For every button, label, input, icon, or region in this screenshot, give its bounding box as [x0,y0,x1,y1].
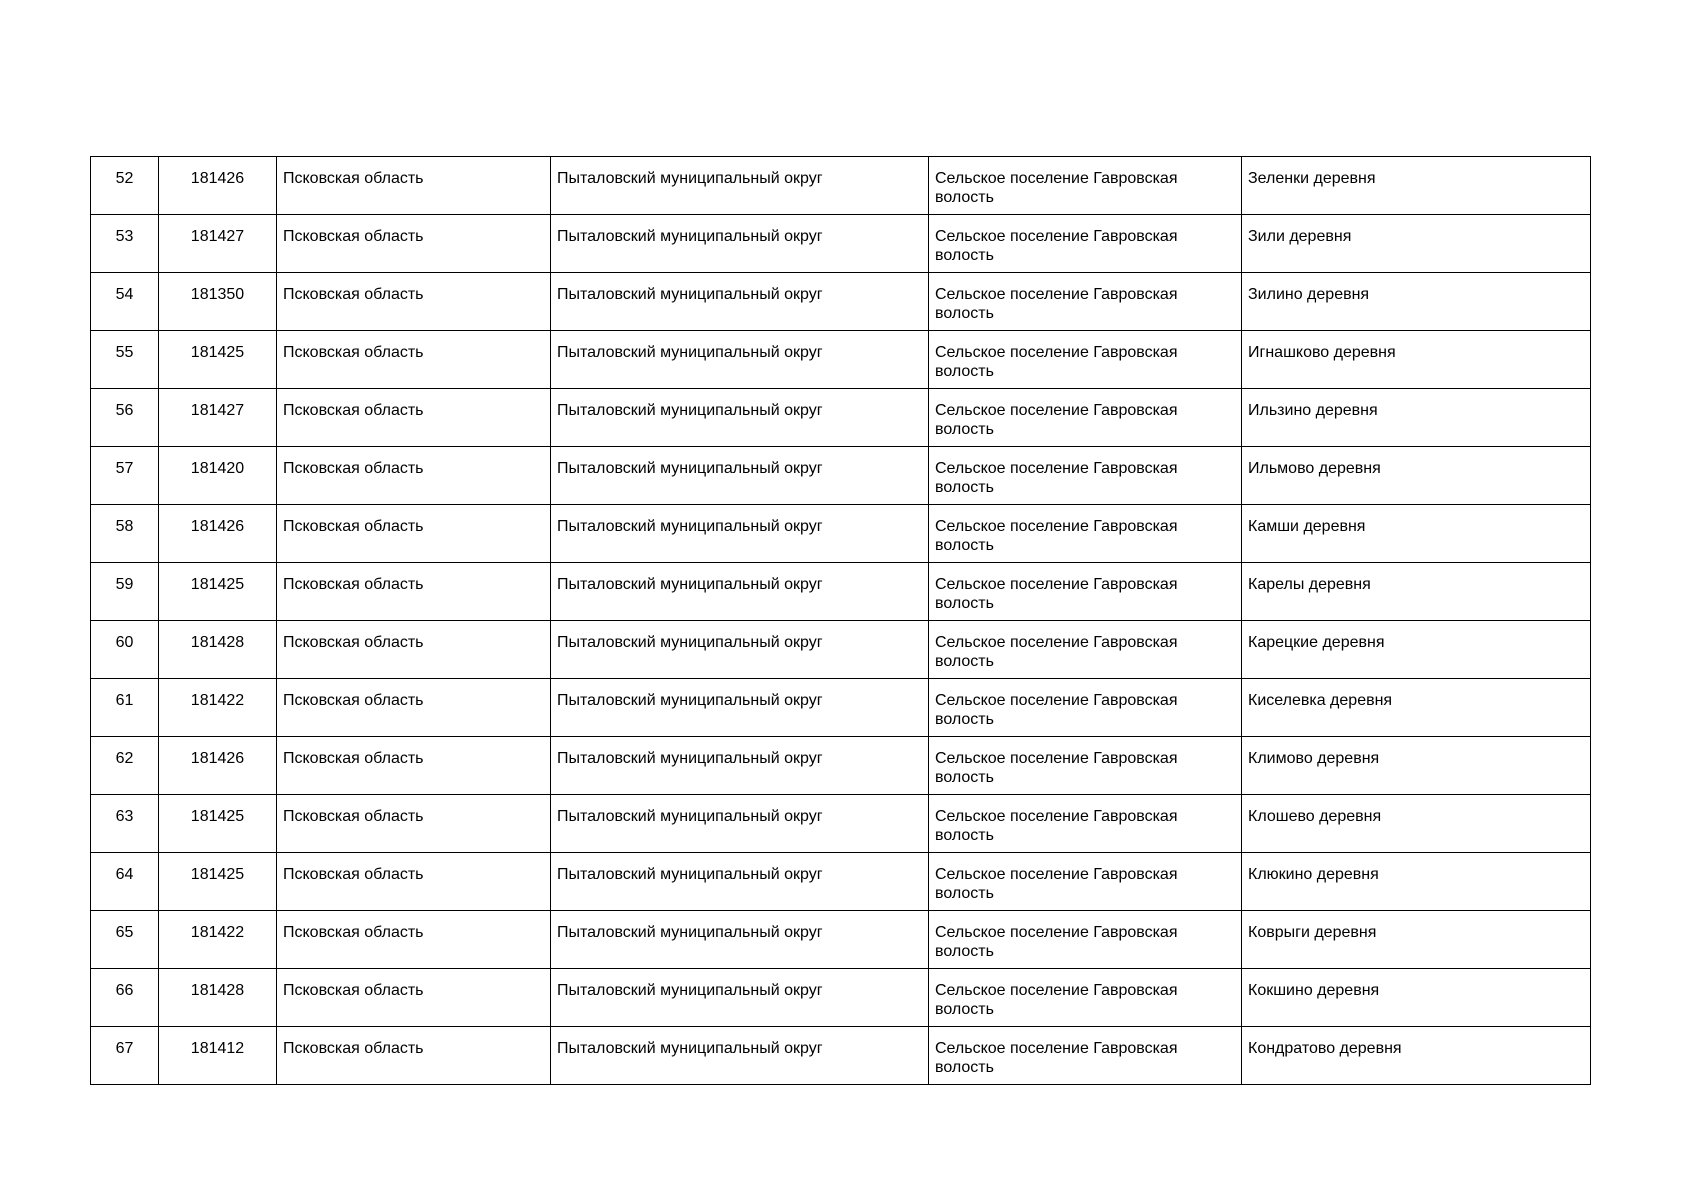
locality-cell: Карелы деревня [1242,563,1591,621]
region-cell: Псковская область [277,273,551,331]
row-number-cell: 57 [91,447,159,505]
row-number-cell: 61 [91,679,159,737]
settlement-cell: Сельское поселение Гавровская волость [929,911,1242,969]
district-cell: Пыталовский муниципальный округ [551,679,929,737]
table-row [91,215,1591,273]
locality-cell: Клюкино деревня [1242,853,1591,911]
postal-code-cell: 181428 [159,621,277,679]
row-number-cell: 59 [91,563,159,621]
postal-code-cell: 181422 [159,911,277,969]
row-number-cell: 65 [91,911,159,969]
locality-cell: Зили деревня [1242,215,1591,273]
row-number-cell: 67 [91,1027,159,1085]
settlement-cell: Сельское поселение Гавровская волость [929,157,1242,215]
locality-cell: Кондратово деревня [1242,1027,1591,1085]
region-cell: Псковская область [277,505,551,563]
postal-code-cell: 181425 [159,331,277,389]
table-row [91,157,1591,215]
row-number-cell: 53 [91,215,159,273]
locality-cell: Ильзино деревня [1242,389,1591,447]
district-cell: Пыталовский муниципальный округ [551,331,929,389]
district-cell: Пыталовский муниципальный округ [551,737,929,795]
row-number-cell: 60 [91,621,159,679]
row-number-cell: 66 [91,969,159,1027]
settlement-cell: Сельское поселение Гавровская волость [929,969,1242,1027]
postal-code-cell: 181425 [159,853,277,911]
settlement-cell: Сельское поселение Гавровская волость [929,505,1242,563]
table-row [91,969,1591,1027]
table-row [91,1027,1591,1085]
region-cell: Псковская область [277,389,551,447]
region-cell: Псковская область [277,157,551,215]
settlement-cell: Сельское поселение Гавровская волость [929,1027,1242,1085]
postal-code-cell: 181425 [159,563,277,621]
row-number-cell: 54 [91,273,159,331]
district-cell: Пыталовский муниципальный округ [551,969,929,1027]
settlement-cell: Сельское поселение Гавровская волость [929,795,1242,853]
district-cell: Пыталовский муниципальный округ [551,505,929,563]
locality-cell: Клошево деревня [1242,795,1591,853]
postal-code-cell: 181427 [159,215,277,273]
region-cell: Псковская область [277,737,551,795]
settlements-table [90,156,1591,1085]
district-cell: Пыталовский муниципальный округ [551,563,929,621]
locality-cell: Климово деревня [1242,737,1591,795]
region-cell: Псковская область [277,853,551,911]
settlement-cell: Сельское поселение Гавровская волость [929,563,1242,621]
postal-code-cell: 181420 [159,447,277,505]
district-cell: Пыталовский муниципальный округ [551,621,929,679]
locality-cell: Игнашково деревня [1242,331,1591,389]
row-number-cell: 52 [91,157,159,215]
postal-code-cell: 181427 [159,389,277,447]
locality-cell: Коврыги деревня [1242,911,1591,969]
district-cell: Пыталовский муниципальный округ [551,795,929,853]
table-row [91,331,1591,389]
region-cell: Псковская область [277,1027,551,1085]
postal-code-cell: 181412 [159,1027,277,1085]
postal-code-cell: 181428 [159,969,277,1027]
settlement-cell: Сельское поселение Гавровская волость [929,447,1242,505]
settlement-cell: Сельское поселение Гавровская волость [929,737,1242,795]
row-number-cell: 58 [91,505,159,563]
settlement-cell: Сельское поселение Гавровская волость [929,273,1242,331]
settlement-cell: Сельское поселение Гавровская волость [929,621,1242,679]
settlement-cell: Сельское поселение Гавровская волость [929,853,1242,911]
settlement-cell: Сельское поселение Гавровская волость [929,389,1242,447]
region-cell: Псковская область [277,621,551,679]
table-row [91,563,1591,621]
locality-cell: Камши деревня [1242,505,1591,563]
locality-cell: Кокшино деревня [1242,969,1591,1027]
region-cell: Псковская область [277,911,551,969]
settlement-cell: Сельское поселение Гавровская волость [929,679,1242,737]
region-cell: Псковская область [277,447,551,505]
table-row [91,853,1591,911]
region-cell: Псковская область [277,795,551,853]
table-row [91,911,1591,969]
district-cell: Пыталовский муниципальный округ [551,215,929,273]
table-row [91,389,1591,447]
row-number-cell: 56 [91,389,159,447]
table-row [91,679,1591,737]
table-body [91,157,1591,1085]
settlement-cell: Сельское поселение Гавровская волость [929,215,1242,273]
postal-code-cell: 181426 [159,737,277,795]
district-cell: Пыталовский муниципальный округ [551,447,929,505]
locality-cell: Ильмово деревня [1242,447,1591,505]
region-cell: Псковская область [277,563,551,621]
postal-code-cell: 181426 [159,505,277,563]
table-row [91,737,1591,795]
district-cell: Пыталовский муниципальный округ [551,389,929,447]
district-cell: Пыталовский муниципальный округ [551,1027,929,1085]
locality-cell: Зилино деревня [1242,273,1591,331]
row-number-cell: 62 [91,737,159,795]
table-row [91,505,1591,563]
region-cell: Псковская область [277,331,551,389]
locality-cell: Зеленки деревня [1242,157,1591,215]
table-row [91,621,1591,679]
district-cell: Пыталовский муниципальный округ [551,853,929,911]
postal-code-cell: 181350 [159,273,277,331]
region-cell: Псковская область [277,215,551,273]
district-cell: Пыталовский муниципальный округ [551,273,929,331]
locality-cell: Киселевка деревня [1242,679,1591,737]
table-row [91,447,1591,505]
postal-code-cell: 181425 [159,795,277,853]
district-cell: Пыталовский муниципальный округ [551,911,929,969]
postal-code-cell: 181426 [159,157,277,215]
row-number-cell: 55 [91,331,159,389]
region-cell: Псковская область [277,679,551,737]
row-number-cell: 64 [91,853,159,911]
settlement-cell: Сельское поселение Гавровская волость [929,331,1242,389]
locality-cell: Карецкие деревня [1242,621,1591,679]
table-row [91,795,1591,853]
district-cell: Пыталовский муниципальный округ [551,157,929,215]
table-row [91,273,1591,331]
region-cell: Псковская область [277,969,551,1027]
postal-code-cell: 181422 [159,679,277,737]
row-number-cell: 63 [91,795,159,853]
